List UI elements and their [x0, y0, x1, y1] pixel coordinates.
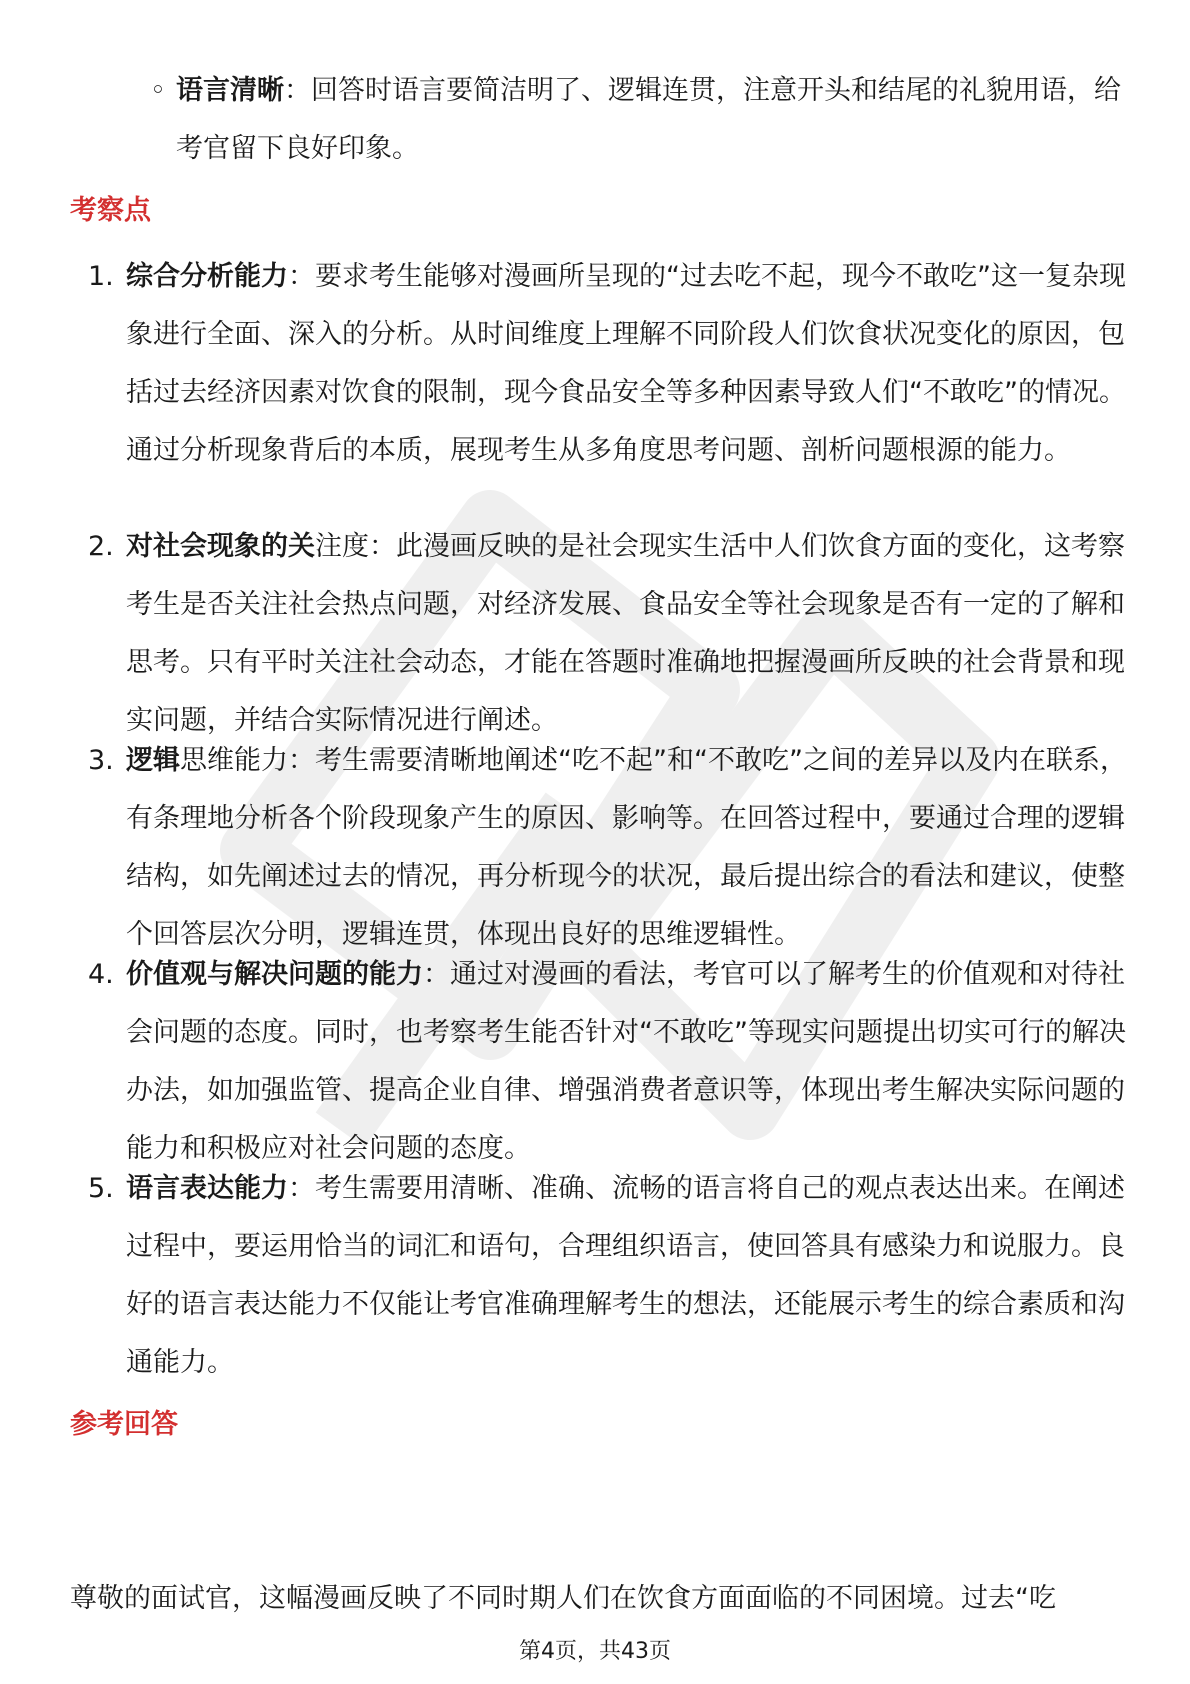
intro-bullet-body: ：回答时语言要简洁明了、逻辑连贯，注意开头和结尾的礼貌用语，给考官留下良好印象。 — [176, 75, 1121, 164]
point-number: 2. — [88, 531, 114, 562]
point-term: 价值观与解决问题的能力 — [126, 959, 423, 990]
point-item-5 — [88, 1160, 1128, 1392]
point-term: 逻辑 — [126, 745, 180, 776]
point-body: ：此漫画反映的是社会现实生活中人们饮食方面的变化，这考察考生是否关注社会热点问题，对经济发展、食品安全等社会现象是否有一定的了解和思考。只有平时关注社会动态，才能在答题时准确地把握漫画所反映的社会背景和现实问题，并结合实际情况进行阐述。 — [126, 531, 1125, 736]
intro-bullet — [150, 62, 1130, 178]
point-body: ：考生需要用清晰、准确、流畅的语言将自己的观点表达出来。在阐述过程中，要运用恰当的词汇和语句，合理组织语言，使回答具有感染力和说服力。良好的语言表达能力不仅能让考官准确理解考生的想法，还能展示考生的综合素质和沟通能力。 — [126, 1173, 1125, 1378]
point-item-2 — [88, 518, 1128, 750]
section-heading-cankao: 参考回答 — [70, 1409, 178, 1440]
reference-answer-text: 尊敬的面试官，这幅漫画反映了不同时期人们在饮食方面面临的不同困境。过去“吃 — [70, 1583, 1056, 1614]
point-body: ：通过对漫画的看法，考官可以了解考生的价值观和对待社会问题的态度。同时，也考察考生能否针对“不敢吃”等现实问题提出切实可行的解决办法，如加强监管、提高企业自律、增强消费者意识等，体现出考生解决实际问题的能力和积极应对社会问题的态度。 — [126, 959, 1126, 1164]
point-body: ：要求考生能够对漫画所呈现的“过去吃不起，现今不敢吃”这一复杂现象进行全面、深入的分析。从时间维度上理解不同阶段人们饮食状况变化的原因，包括过去经济因素对饮食的限制，现今食品安全等多种因素导致人们“不敢吃”的情况。通过分析现象背后的本质，展现考生从多角度思考问题、剖析问题根源的能力。 — [126, 261, 1126, 466]
bullet-marker: ◦ — [150, 75, 166, 106]
point-term: 语言表达能力 — [126, 1173, 288, 1204]
point-term: 对社会现象的关 — [126, 531, 315, 562]
point-item-1 — [88, 248, 1128, 480]
point-term: 综合分析能力 — [126, 261, 288, 292]
point-term-rest: 思维能力 — [180, 745, 288, 776]
point-number: 4. — [88, 959, 114, 990]
point-number: 3. — [88, 745, 114, 776]
point-term-rest: 注度 — [315, 531, 369, 562]
page-footer: 第4页，共43页 — [519, 1639, 671, 1664]
point-item-3 — [88, 732, 1128, 964]
intro-bullet-term: 语言清晰 — [176, 75, 284, 106]
point-item-4 — [88, 946, 1128, 1178]
point-body: ：考生需要清晰地阐述“吃不起”和“不敢吃”之间的差异以及内在联系，有条理地分析各个阶段现象产生的原因、影响等。在回答过程中，要通过合理的逻辑结构，如先阐述过去的情况，再分析现今的状况，最后提出综合的看法和建议，使整个回答层次分明，逻辑连贯，体现出良好的思维逻辑性。 — [126, 745, 1127, 950]
section-heading-kaochadian: 考察点 — [70, 195, 151, 226]
point-number: 5. — [88, 1173, 114, 1204]
intro-bullet-text — [176, 62, 1130, 178]
point-number: 1. — [88, 261, 114, 292]
